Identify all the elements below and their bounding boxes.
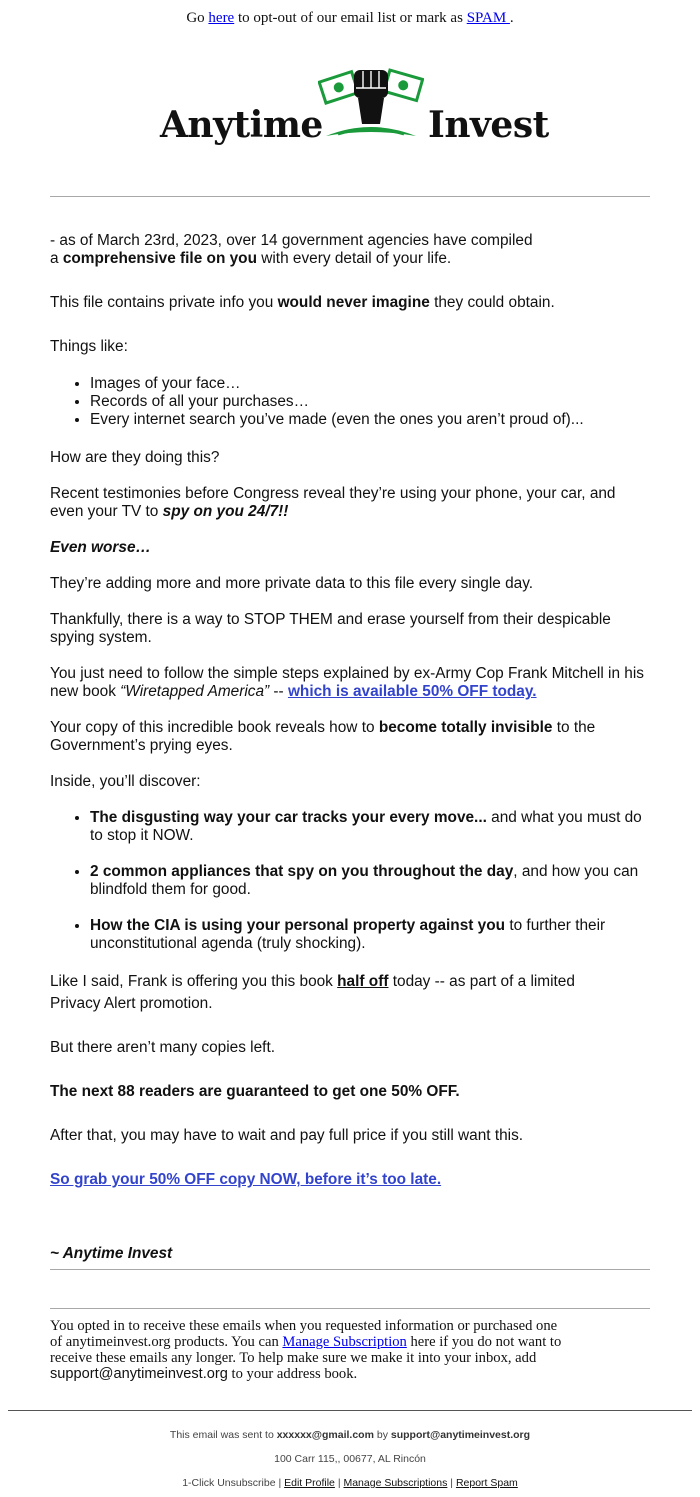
list-item	[90, 917, 650, 953]
para-half-off	[50, 971, 650, 1015]
para-intro-bold: comprehensive file on you	[62, 250, 257, 267]
list-item-bold: How the CIA is using your personal property against you	[90, 917, 506, 934]
optout-prefix: Go	[186, 10, 209, 26]
para-invisible-post: to the Government’s prying eyes.	[50, 719, 596, 754]
logo-word-anytime: Anytime	[160, 104, 323, 146]
separator: |	[334, 1477, 344, 1489]
optout-here-link[interactable]: here	[208, 10, 235, 26]
para-file-pre: This file contains private info you	[50, 294, 278, 311]
postal-address: 100 Carr 115,, 00677, AL Rincón	[274, 1453, 426, 1465]
para-file-post: they could obtain.	[429, 294, 555, 311]
para-intro-line1: - as of March 23rd, 2023, over 14 government agencies have compiled	[50, 232, 533, 249]
optout-suffix: .	[509, 10, 514, 26]
para-half-off-post1: today -- as part of a limited	[388, 973, 575, 990]
optout-bar	[0, 10, 700, 27]
list-item: • Records of all your purchases…	[90, 393, 650, 411]
para-half-off-pre: Like I said, Frank is offering you this book	[50, 973, 338, 990]
footer-divider	[8, 1410, 692, 1411]
para-adding: They’re adding more and more private data to this file every single day.	[50, 575, 534, 592]
note-line3: receive these emails any longer. To help make sure we make it into your inbox, add	[50, 1350, 537, 1366]
manage-subscriptions-link[interactable]: Manage Subscriptions	[343, 1477, 448, 1489]
para-even-worse-text: Even worse…	[50, 539, 151, 556]
signoff-divider	[50, 1269, 650, 1270]
para-next-88	[50, 1083, 650, 1101]
list-item-bold: The disgusting way your car tracks your every move...	[90, 809, 487, 826]
para-invisible	[50, 719, 650, 755]
para-after-that: After that, you may have to wait and pay full price if you still want this.	[50, 1127, 524, 1144]
para-half-off-post2: Privacy Alert promotion.	[50, 995, 213, 1012]
para-even-worse	[50, 539, 650, 557]
sender-email: support@anytimeinvest.org	[390, 1429, 531, 1441]
list-item: • Images of your face…	[90, 375, 650, 393]
para-invisible-bold: become totally invisible	[378, 719, 553, 736]
para-intro-post: with every detail of your life.	[257, 250, 452, 267]
note-divider	[50, 1308, 650, 1309]
subscription-note	[50, 1318, 640, 1382]
para-testimonies	[50, 485, 650, 521]
email-body	[50, 232, 650, 1263]
sent-info	[0, 1429, 700, 1441]
sent-by: by	[373, 1429, 391, 1441]
separator: |	[447, 1477, 456, 1489]
edit-profile-link[interactable]: Edit Profile	[284, 1477, 335, 1489]
para-copies-left: But there aren’t many copies left.	[50, 1039, 275, 1056]
para-book-pre: You just need to follow the simple steps explained by ex-Army Cop Frank Mitchell in his new book	[50, 665, 644, 700]
list-item	[90, 809, 650, 845]
offer-link[interactable]: which is available 50% OFF today.	[287, 683, 537, 700]
one-click-unsubscribe[interactable]: 1-Click Unsubscribe	[182, 1477, 276, 1489]
mark-spam-link[interactable]: SPAM	[466, 10, 510, 26]
para-file-bold: would never imagine	[277, 294, 430, 311]
cta-link[interactable]: So grab your 50% OFF copy NOW, before it’s too late.	[50, 1171, 442, 1188]
half-off-text: half off	[337, 973, 389, 990]
discover-list	[50, 809, 650, 953]
optout-middle: to opt-out of our email list or mark as	[234, 10, 467, 26]
para-thankfully: Thankfully, there is a way to STOP THEM and erase yourself from their despicable spying system.	[50, 611, 611, 646]
signoff-text: ~ Anytime Invest	[50, 1245, 173, 1262]
para-book	[50, 665, 650, 701]
list-item-bold: 2 common appliances that spy on you throughout the day	[90, 863, 514, 880]
note-line4-post: to your address book.	[227, 1366, 358, 1382]
note-line1: You opted in to receive these emails when you requested information or purchased one	[50, 1318, 558, 1334]
para-next-88-bold: The next 88 readers are guaranteed to get one 50% OFF.	[50, 1083, 460, 1100]
sent-pre: This email was sent to	[169, 1429, 277, 1441]
list-item-rest: and what you must do to stop it NOW.	[90, 809, 642, 844]
para-intro	[50, 232, 650, 268]
list-item: • Every internet search you’ve made (even the ones you aren’t proud of)...	[90, 411, 650, 429]
para-file	[50, 294, 650, 312]
list-item-rest: , and how you can blindfold them for good.	[90, 863, 639, 898]
recipient-email: xxxxxx@gmail.com	[276, 1429, 374, 1441]
note-line2-pre: of anytimeinvest.org products. You can	[50, 1334, 283, 1350]
para-testimonies-bold: spy on you 24/7!!	[162, 503, 289, 520]
list-item-rest: to further their unconstitutional agenda (truly shocking).	[90, 917, 606, 952]
manage-subscription-link[interactable]: Manage Subscription	[282, 1334, 407, 1350]
para-intro-pre: a	[50, 250, 63, 267]
info-list	[50, 375, 650, 429]
para-invisible-pre: Your copy of this incredible book reveals how to	[50, 719, 379, 736]
para-inside: Inside, you’ll discover:	[50, 773, 201, 790]
header-divider	[50, 196, 650, 197]
separator: |	[275, 1477, 285, 1489]
footer-links	[0, 1477, 700, 1489]
report-spam-link[interactable]: Report Spam	[455, 1477, 518, 1489]
note-line2-post: here if you do not want to	[406, 1334, 562, 1350]
list-item	[90, 863, 650, 899]
logo-word-invest: Invest	[428, 104, 549, 146]
signoff	[50, 1245, 650, 1263]
para-things-like: Things like:	[50, 338, 128, 355]
fist-money-logo-icon	[318, 62, 424, 142]
cta-paragraph	[50, 1171, 650, 1189]
para-how: How are they doing this?	[50, 449, 220, 466]
book-title: “Wiretapped America”	[120, 683, 270, 700]
para-testimonies-pre: Recent testimonies before Congress reveal they’re using your phone, your car, and even your TV to	[50, 485, 616, 520]
support-email: support@anytimeinvest.org	[50, 1366, 228, 1382]
para-book-mid: --	[269, 683, 288, 700]
